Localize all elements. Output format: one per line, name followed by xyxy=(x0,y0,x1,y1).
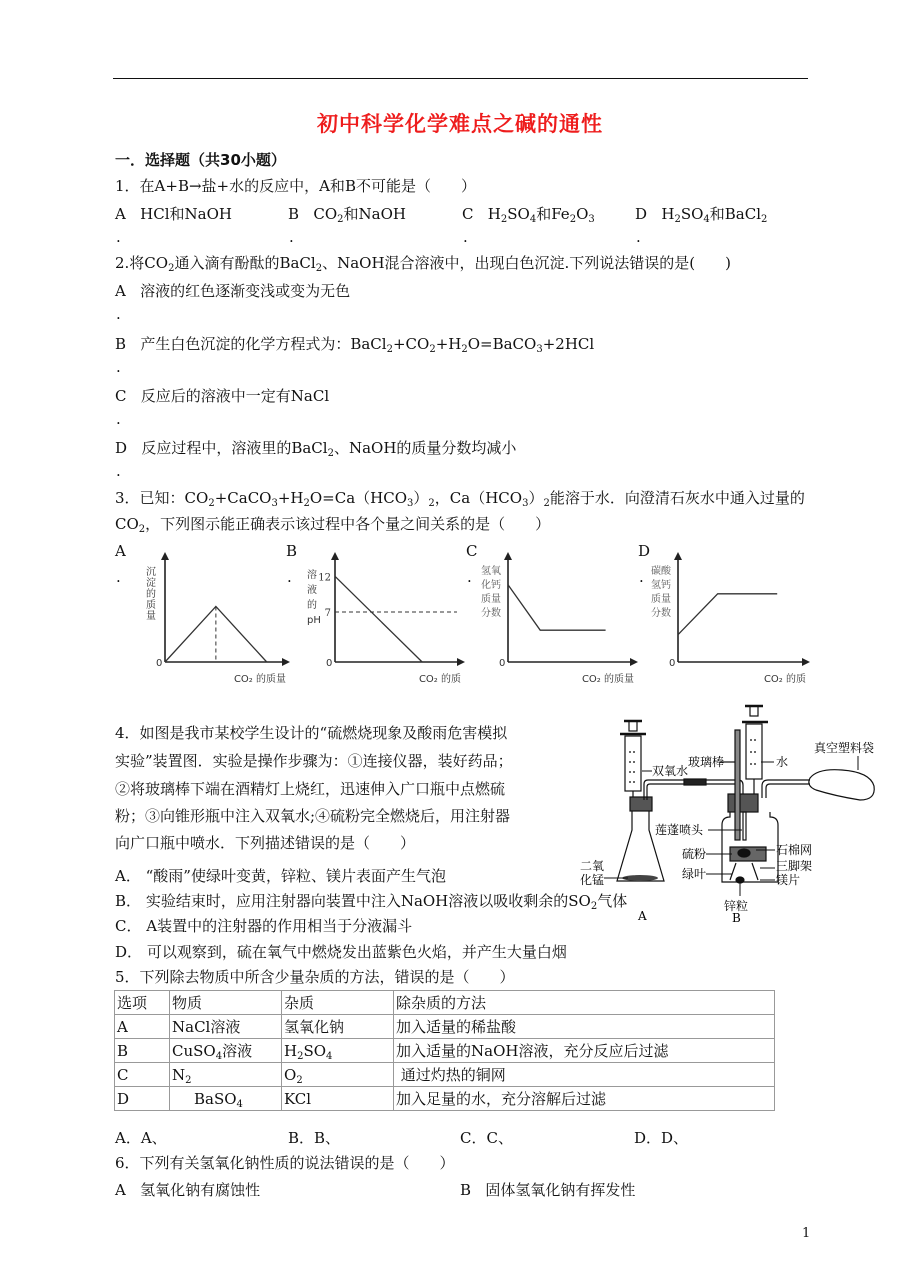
q4-option-c[interactable]: C． A装置中的注射器的作用相当于分液漏斗 xyxy=(115,917,413,935)
section-heading: 一．选择题（共30小题） xyxy=(115,151,286,169)
x-axis-label: CO₂ 的质 xyxy=(418,674,461,685)
q4-option-d[interactable]: D． 可以观察到，硫在氧气中燃烧发出蓝紫色火焰，并产生大量白烟 xyxy=(115,943,567,961)
label-magnesium: 镁片 xyxy=(776,873,801,887)
x-axis-label: CO₂ 的质 xyxy=(763,674,806,685)
option-dot: . xyxy=(639,568,644,586)
x-axis-arrow-icon xyxy=(802,658,810,666)
y-axis-arrow-icon xyxy=(674,552,682,560)
page-number: 1 xyxy=(802,1226,811,1241)
table-cell: BaSO$_4$ xyxy=(170,1087,282,1111)
table-cell: B xyxy=(115,1039,170,1063)
series-line xyxy=(335,576,422,662)
label-vacuum-bag: 真空塑料袋 xyxy=(814,741,875,755)
option-dot: . xyxy=(116,305,121,323)
option-dot: . xyxy=(116,358,121,376)
label-shower-head: 莲蓬喷头 xyxy=(655,823,704,837)
vacuum-bag-icon xyxy=(809,770,874,800)
y-axis-arrow-icon xyxy=(331,552,339,560)
option-dot: . xyxy=(467,568,472,586)
q4-option-b[interactable]: B． 实验结束时，应用注射器向装置中注入NaOH溶液以吸收剩余的$SO_2$气体 xyxy=(115,892,628,912)
wide-mouth-bottle-icon xyxy=(720,730,778,883)
q2-option-b[interactable]: B 产生白色沉淀的化学方程式为：$BaCl_2+CO_2+H_2O=BaCO_3+2HCl$ xyxy=(115,335,595,355)
y-axis-label: 沉 xyxy=(146,567,156,578)
y-axis-label: 碳酸 xyxy=(651,566,671,577)
label-water: 水 xyxy=(776,755,789,769)
x-axis-arrow-icon xyxy=(282,658,290,666)
series-line xyxy=(678,594,777,635)
table-cell: D xyxy=(115,1087,170,1111)
label-apparatus-b: B xyxy=(732,911,741,925)
table-header: 杂质 xyxy=(282,991,394,1015)
q5-table xyxy=(114,990,775,1111)
label-mno2: 二氧 xyxy=(580,859,605,873)
option-dot: . xyxy=(289,228,294,246)
label-tripod: 三脚架 xyxy=(776,859,813,873)
q4-stem-line: 向广口瓶中喷水．下列描述错误的是（ ） xyxy=(115,834,416,852)
y-axis-label: 分数 xyxy=(651,608,671,619)
q3-graph-b xyxy=(305,550,465,690)
y-axis-label: 氢氧 xyxy=(481,566,501,577)
q3-stem-line1: 3．已知：$CO_2+CaCO_3+H_2O=Ca(HCO_3)_2$，$Ca(HCO_3)_2$能溶于水．向澄清石灰水中通入过量的 xyxy=(115,489,805,509)
y-axis-label: 分数 xyxy=(481,608,501,619)
q1-option-b[interactable]: B $CO_2$和NaOH xyxy=(288,205,406,225)
x-axis-arrow-icon xyxy=(457,658,465,666)
q5-answer-b[interactable]: B．B、 xyxy=(288,1129,341,1147)
table-cell: 加入适量的稀盐酸 xyxy=(394,1015,775,1039)
label-mno2: 化锰 xyxy=(580,873,605,887)
q6-option-b[interactable]: B 固体氢氧化钠有挥发性 xyxy=(460,1181,636,1199)
x-axis-arrow-icon xyxy=(630,658,638,666)
label-h2o2: 双氧水 xyxy=(652,764,689,778)
y-axis-label: 的 xyxy=(146,589,156,600)
table-row xyxy=(115,1087,775,1111)
table-header: 物质 xyxy=(170,991,282,1015)
q4-option-a[interactable]: A． “酸雨”使绿叶变黄，锌粒、镁片表面产生气泡 xyxy=(115,867,446,885)
y-axis-label: 液 xyxy=(307,585,317,596)
label-apparatus-a: A xyxy=(638,909,647,923)
option-dot: . xyxy=(116,228,121,246)
table-cell: CuSO$_4$溶液 xyxy=(170,1039,282,1063)
table-cell: A xyxy=(115,1015,170,1039)
q1-option-c[interactable]: C $H_2SO_4$和$Fe_2O_3$ xyxy=(462,205,595,225)
option-dot: . xyxy=(636,228,641,246)
table-cell: 加入足量的水，充分溶解后过滤 xyxy=(394,1087,775,1111)
label-glass-rod: 玻璃棒 xyxy=(688,755,725,769)
q1-stem: 1．在A+B→盐+水的反应中，A和B不可能是（ ） xyxy=(115,177,476,195)
y-tick-label: 7 xyxy=(324,608,331,619)
table-cell: KCl xyxy=(282,1087,394,1111)
origin-label: 0 xyxy=(669,658,676,669)
q6-option-a[interactable]: A 氢氧化钠有腐蚀性 xyxy=(115,1181,261,1199)
y-axis-label: 的 xyxy=(307,600,317,611)
q3-graph-c xyxy=(478,550,638,690)
table-cell: 加入适量的NaOH溶液，充分反应后过滤 xyxy=(394,1039,775,1063)
origin-label: 0 xyxy=(499,658,506,669)
q3-option-b[interactable]: B xyxy=(286,542,298,560)
origin-label: 0 xyxy=(156,658,163,669)
table-row xyxy=(115,1039,775,1063)
option-dot: . xyxy=(116,462,121,480)
label-zinc: 锌粒 xyxy=(724,899,749,913)
table-cell: $N_2$ xyxy=(170,1063,282,1087)
q3-stem-line2: $CO_2$，下列图示能正确表示该过程中各个量之间关系的是（ ） xyxy=(115,515,551,535)
option-dot: . xyxy=(116,568,121,586)
table-cell: 通过灼热的铜网 xyxy=(394,1063,775,1087)
header-rule xyxy=(113,78,808,79)
q4-apparatus-diagram xyxy=(580,700,910,930)
q5-stem: 5．下列除去物质中所含少量杂质的方法，错误的是（ ） xyxy=(115,968,515,986)
x-axis-label: CO₂ 的质量 xyxy=(581,674,634,685)
table-row xyxy=(115,1015,775,1039)
label-green-leaf: 绿叶 xyxy=(682,867,707,881)
page-title: 初中科学化学难点之碱的通性 xyxy=(317,112,603,136)
q1-option-d[interactable]: D $H_2SO_4$和BaCl$_2$ xyxy=(635,205,768,225)
y-axis-arrow-icon xyxy=(504,552,512,560)
label-asbestos-net: 石棉网 xyxy=(776,843,813,857)
q4-stem-line: 粉；③向锥形瓶中注入双氧水;④硫粉完全燃烧后，用注射器 xyxy=(115,807,511,825)
q2-stem: 2.将$CO_2$通入滴有酚酞的BaCl$_2$、NaOH混合溶液中，出现白色沉淀.下列说法错误的是( ) xyxy=(115,254,732,274)
option-dot: . xyxy=(287,568,292,586)
y-axis-label: 质 xyxy=(146,600,156,611)
q3-graph-a xyxy=(135,550,290,690)
origin-label: 0 xyxy=(326,658,333,669)
x-axis-label: CO₂ 的质量 xyxy=(233,674,286,685)
q2-option-c[interactable]: C 反应后的溶液中一定有NaCl xyxy=(115,387,330,405)
y-axis-label: 质量 xyxy=(481,594,501,605)
table-row xyxy=(115,1063,775,1087)
y-axis-label: 淀 xyxy=(146,578,156,589)
q3-graph-d xyxy=(648,550,810,690)
q3-option-d[interactable]: D xyxy=(638,542,651,560)
q3-option-c[interactable]: C xyxy=(466,542,478,560)
option-dot: . xyxy=(116,410,121,428)
table-cell: C xyxy=(115,1063,170,1087)
q5-answer-d[interactable]: D．D、 xyxy=(634,1129,689,1147)
table-header: 选项 xyxy=(115,991,170,1015)
q2-option-a[interactable]: A 溶液的红色逐渐变浅或变为无色 xyxy=(115,282,351,300)
y-axis-label: 量 xyxy=(146,611,156,622)
table-header-row xyxy=(115,991,775,1015)
syringe-a-icon xyxy=(620,721,646,805)
q2-option-d[interactable]: D 反应过程中，溶液里的BaCl$_2$、NaOH的质量分数均减小 xyxy=(115,439,517,459)
label-sulfur-powder: 硫粉 xyxy=(682,847,707,861)
table-cell: 氢氧化钠 xyxy=(282,1015,394,1039)
table-cell: $H_2SO_4$ xyxy=(282,1039,394,1063)
y-axis-label: pH xyxy=(307,615,321,626)
y-axis-arrow-icon xyxy=(161,552,169,560)
q5-answer-c[interactable]: C．C、 xyxy=(460,1129,513,1147)
y-axis-label: 氢钙 xyxy=(651,580,671,591)
y-axis-label: 化钙 xyxy=(481,580,501,591)
table-header: 除杂质的方法 xyxy=(394,991,775,1015)
option-dot: . xyxy=(463,228,468,246)
table-cell: $O_2$ xyxy=(282,1063,394,1087)
q3-option-a[interactable]: A xyxy=(115,542,126,560)
q5-answer-a[interactable]: A．A、 xyxy=(115,1129,167,1147)
series-line xyxy=(508,585,606,630)
q4-stem-line: 4．如图是我市某校学生设计的“硫燃烧现象及酸雨危害模拟 xyxy=(115,724,508,742)
q1-option-a[interactable]: A HCl和NaOH xyxy=(115,205,232,223)
y-axis-label: 溶 xyxy=(307,570,317,581)
y-tick-label: 12 xyxy=(318,572,331,584)
q4-stem-line: 实验”装置图．实验是操作步骤为：①连接仪器，装好药品； xyxy=(115,752,513,770)
table-cell: NaCl溶液 xyxy=(170,1015,282,1039)
q4-stem-line: ②将玻璃棒下端在酒精灯上烧红，迅速伸入广口瓶中点燃硫 xyxy=(115,780,506,798)
y-axis-label: 质量 xyxy=(651,594,671,605)
q6-stem: 6．下列有关氢氧化钠性质的说法错误的是（ ） xyxy=(115,1154,455,1172)
